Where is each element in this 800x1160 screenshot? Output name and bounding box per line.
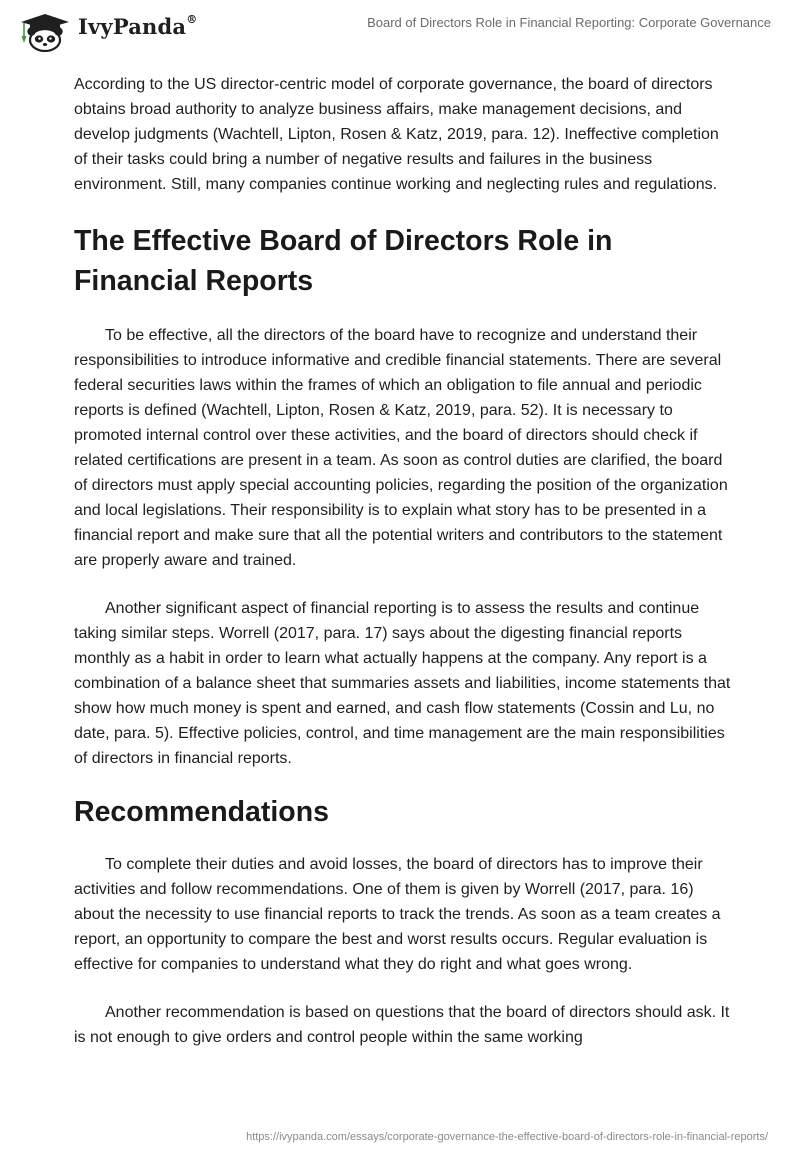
brand-name-text: IvyPanda <box>78 14 187 39</box>
paragraph-effective-2: Another significant aspect of financial reporting is to assess the results and continue taking similar steps. Worrell (2017, para. 17) says about the digesting financial reports monthly as a habit in order to learn what actually happens at the company. Any report is a combination of a balance sheet that summaries assets and liabilities, income statements that show how much money is spent and earned, and cash flow statements (Cossin and Lu, no date, para. 5). Effective policies, control, and time management are the main responsibilities of directors in financial reports. <box>74 600 731 767</box>
document-title: Board of Directors Role in Financial Reporting: Corporate Governance <box>367 15 771 30</box>
section-heading-recommendations: Recommendations <box>74 796 329 828</box>
source-url[interactable]: https://ivypanda.com/essays/corporate-governance-the-effective-board-of-directors-role-in-financial-reports/ <box>246 1131 768 1143</box>
paragraph-effective-1: To be effective, all the directors of the board have to recognize and understand their responsibilities to introduce informative and credible financial statements. There are several federal securities laws within the frames of which an obligation to file annual and periodic reports is defined (Wachtell, Lipton, Rosen & Katz, 2019, para. 52). It is necessary to promoted internal control over these activities, and the board of directors should check if related certifications are present in a team. As soon as control duties are clarified, the board of directors must apply special accounting policies, regarding the position of the organization and local legislations. Their responsibility is to explain what story has to be presented in a financial report and make sure that all the potential writers and contributors to the statement are properly aware and trained. <box>74 327 728 569</box>
intro-paragraph: According to the US director-centric model of corporate governance, the board of directors obtains broad authority to analyze business affairs, make management decisions, and develop judgments (Wachtell, Lipton, Rosen & Katz, 2019, para. 12). Ineffective completion of their tasks could bring a number of negative results and failures in the business environment. Still, many companies continue working and neglecting rules and regulations. <box>74 76 719 193</box>
registered-mark: ® <box>186 13 198 26</box>
page-header <box>0 0 800 66</box>
section-heading-effective-board: The Effective Board of Directors Role in Financial Reports <box>74 225 613 297</box>
brand-name[interactable] <box>78 14 197 39</box>
panda-logo-icon[interactable] <box>14 10 74 52</box>
paragraph-recommendations-2: Another recommendation is based on questions that the board of directors should ask. It is not enough to give orders and control people within the same working <box>74 1004 730 1046</box>
article-body <box>74 72 734 1050</box>
paragraph-recommendations-1: To complete their duties and avoid losses, the board of directors has to improve their activities and follow recommendations. One of them is given by Worrell (2017, para. 16) about the necessity to use financial reports to track the trends. As soon as a team creates a report, an opportunity to compare the best and worst results occurs. Regular evaluation is effective for companies to understand what they do right and what goes wrong. <box>74 856 721 973</box>
